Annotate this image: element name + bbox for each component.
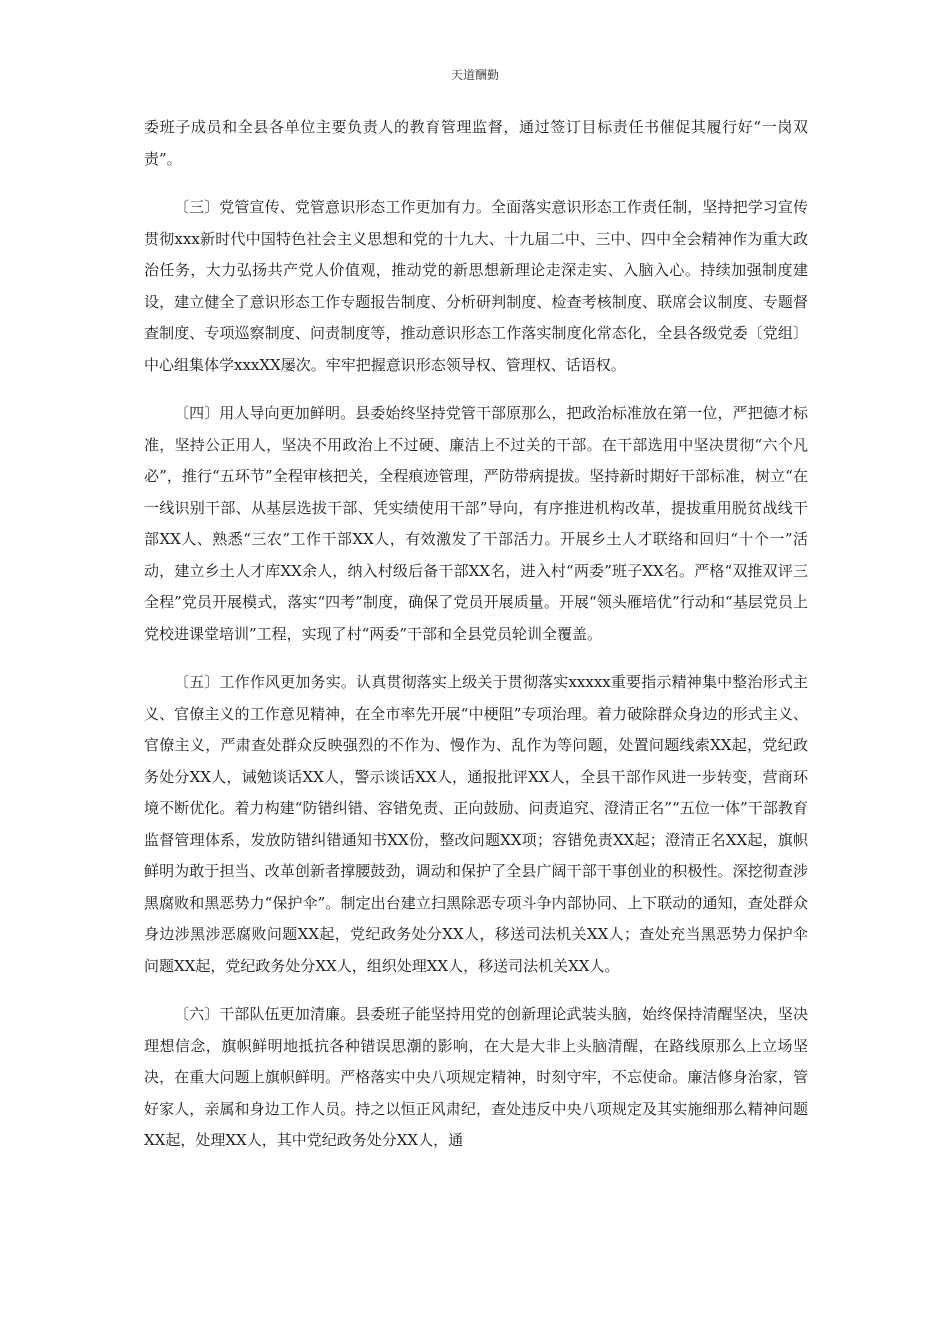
page-header: 天道酬勤 [450, 68, 499, 82]
paragraph-section-5: 〔五〕工作作风更加务实。认真贯彻落实上级关于贯彻落实xxxxx重要指示精神集中整治形式主义、官僚主义的工作意见精神，在全市率先开展“中梗阻”专项治理。着力破除群众身边的形式主义、官僚主义，严肃查处群众反映强烈的不作为、慢作为、乱作为等问题，处置问题线索XX起，党纪政务处分XX人，诫勉谈话XX人，警示谈话XX人，通报批评XX人，全县干部作风进一步转变，营商环境不断优化。着力构建“防错纠错、容错免责、正向鼓励、问责追究、澄清正名”“五位一体”干部教育监督管理体系，发放防错纠错通知书XX份，整改问题XX项；容错免责XX起；澄清正名XX起，旗帜鲜明为敢于担当、改革创新者撑腰鼓劲，调动和保护了全县广阔干部干事创业的积极性。深挖彻查涉黑腐败和黑恶势力“保护伞”。制定出台建立扫黑除恶专项斗争内部协同、上下联动的通知，查处群众身边涉黑涉恶腐败问题XX起，党纪政务处分XX人，移送司法机关XX人；查处充当黑恶势力保护伞问题XX起，党纪政务处分XX人，组织处理XX人，移送司法机关XX人。 [144, 673, 808, 975]
paragraph-section-4: 〔四〕用人导向更加鲜明。县委始终坚持党管干部原那么，把政治标准放在第一位，严把德才标准，坚持公正用人，坚决不用政治上不过硬、廉洁上不过关的干部。在干部选用中坚决贯彻“六个凡必”，推行“五环节”全程审核把关，全程痕迹管理，严防带病提拔。坚持新时期好干部标准，树立“在一线识别干部、从基层选拔干部、凭实绩使用干部”导向，有序推进机构改革，提拔重用脱贫战线干部XX人、熟悉“三农”工作干部XX人，有效激发了干部活力。开展乡土人才联络和回归“十个一”活动，建立乡土人才库XX余人，纳入村级后备干部XX名，进入村“两委”班子XX名。严格“双推双评三全程”党员开展模式，落实“四考”制度，确保了党员开展质量。开展“领头雁培优”行动和“基层党员上党校进课堂培训”工程，实现了村“两委”干部和全县党员轮训全覆盖。 [144, 404, 808, 643]
document-body [144, 112, 808, 1174]
paragraph-section-6: 〔六〕干部队伍更加清廉。县委班子能坚持用党的创新理论武装头脑，始终保持清醒坚决，坚决理想信念，旗帜鲜明地抵抗各种错误思潮的影响，在大是大非上头脑清醒，在路线原那么上立场坚决，在重大问题上旗帜鲜明。严格落实中央八项规定精神，时刻守牢，不忘使命。廉洁修身治家，管好家人，亲属和身边工作人员。持之以恒正风肃纪，查处违反中央八项规定及其实施细那么精神问题XX起，处理XX人，其中党纪政务处分XX人，通 [144, 1005, 808, 1149]
paragraph-continuation: 委班子成员和全县各单位主要负责人的教育管理监督，通过签订目标责任书催促其履行好“一岗双责”。 [144, 118, 808, 168]
paragraph-section-3: 〔三〕党管宣传、党管意识形态工作更加有力。全面落实意识形态工作责任制，坚持把学习宣传贯彻xxx新时代中国特色社会主义思想和党的十九大、十九届二中、三中、四中全会精神作为重大政治任务，大力弘扬共产党人价值观，推动党的新思想新理论走深走实、入脑入心。持续加强制度建设，建立健全了意识形态工作专题报告制度、分析研判制度、检查考核制度、联席会议制度、专题督查制度、专项巡察制度、问责制度等，推动意识形态工作落实制度化常态化，全县各级党委〔党组〕中心组集体学xxxXX屡次。牢牢把握意识形态领导权、管理权、话语权。 [144, 198, 808, 374]
